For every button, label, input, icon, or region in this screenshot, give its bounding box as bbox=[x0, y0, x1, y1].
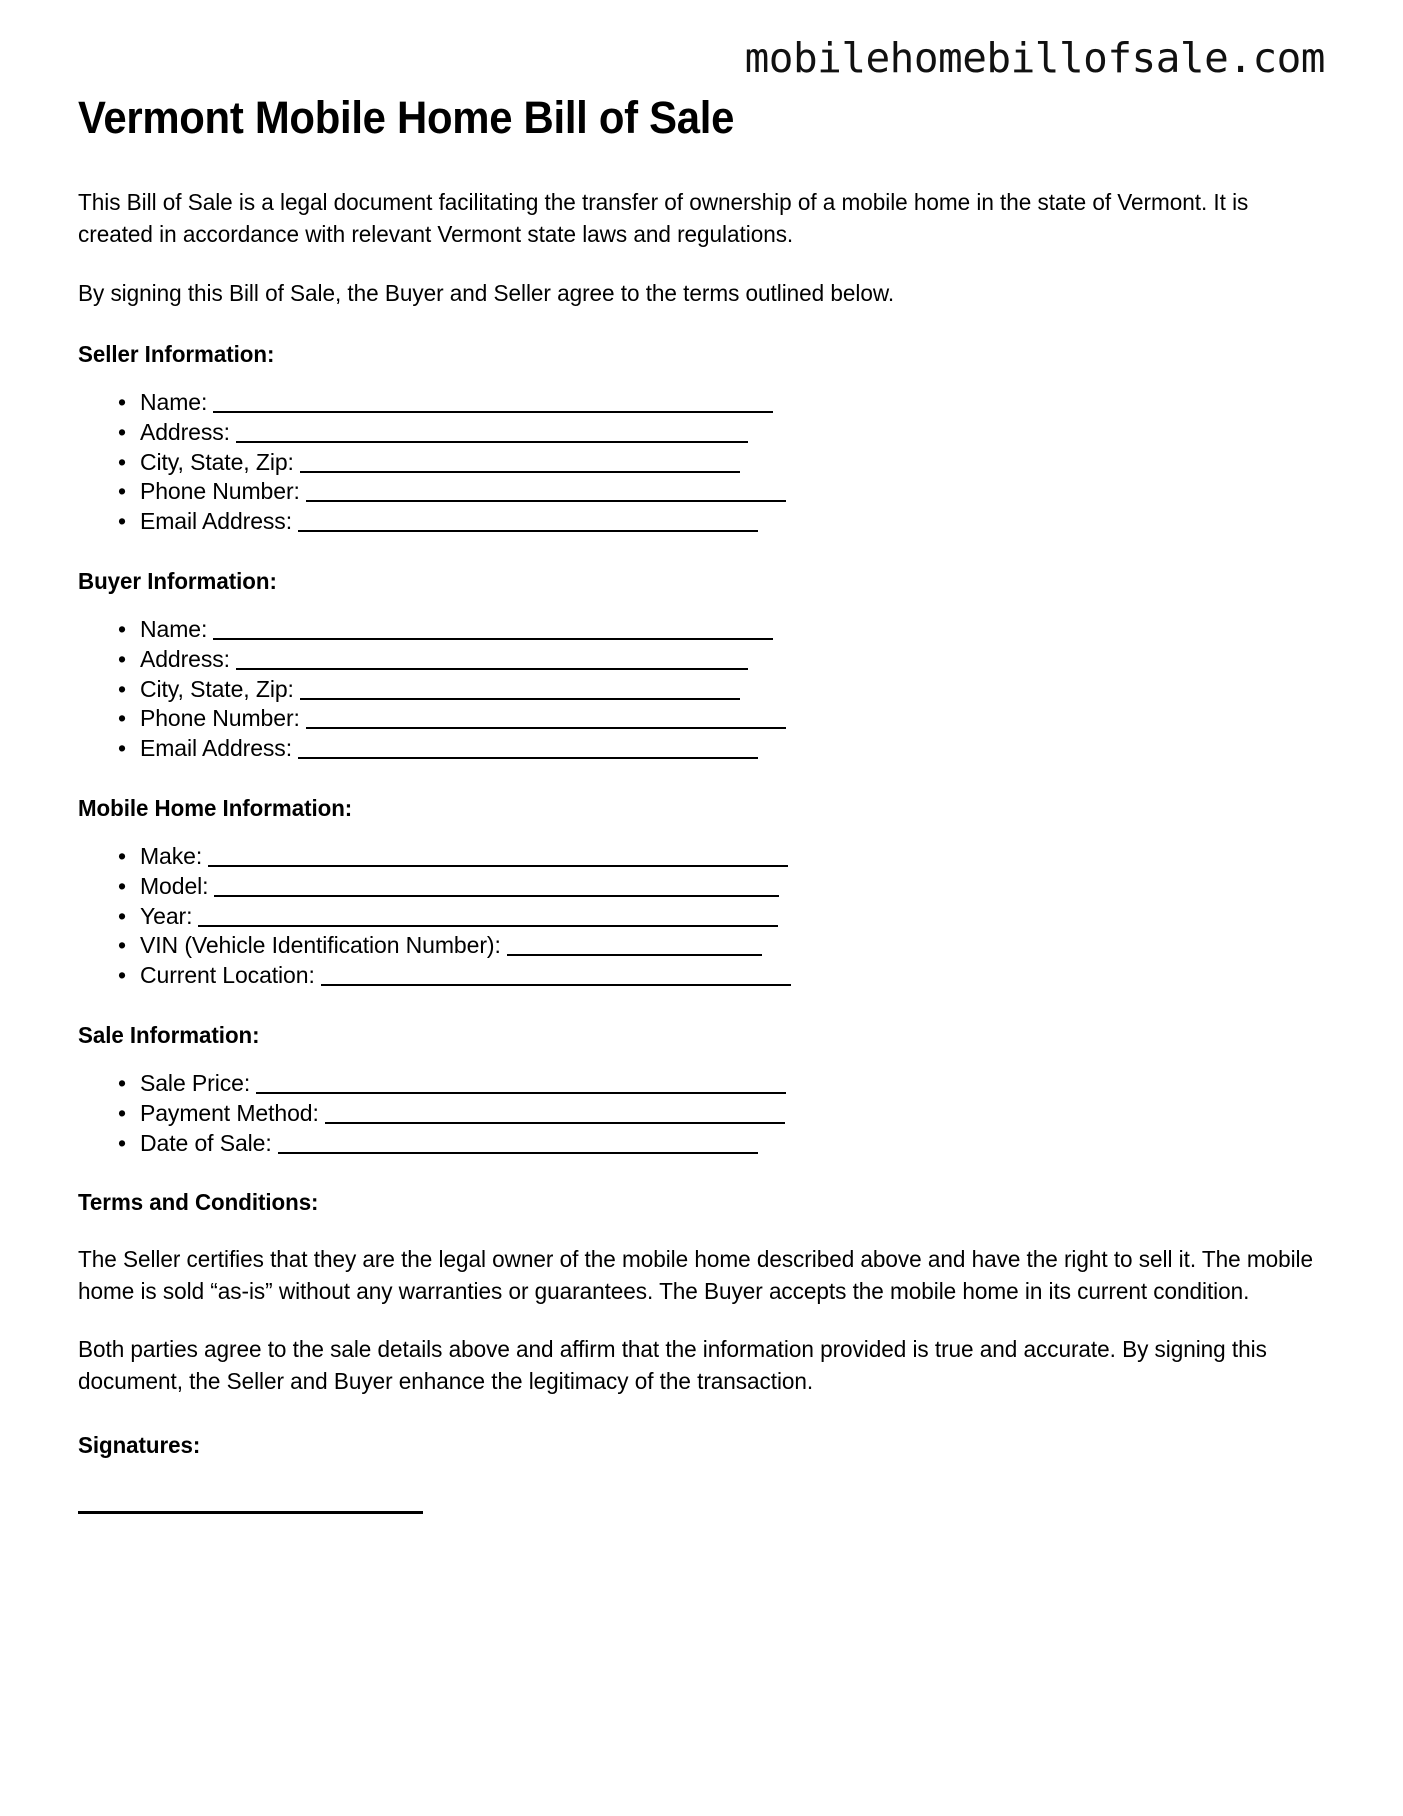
bullet-icon: • bbox=[118, 1069, 126, 1096]
bullet-icon: • bbox=[118, 448, 126, 475]
form-field-row bbox=[118, 645, 1325, 675]
field-label: Year: bbox=[140, 902, 193, 929]
form-field-row bbox=[118, 675, 1325, 705]
field-fill-line[interactable] bbox=[213, 392, 773, 413]
field-label: VIN (Vehicle Identification Number): bbox=[140, 932, 501, 959]
field-fill-line[interactable] bbox=[208, 846, 788, 867]
field-fill-line[interactable] bbox=[236, 422, 748, 443]
field-fill-line[interactable] bbox=[198, 906, 778, 927]
field-fill-line[interactable] bbox=[325, 1103, 785, 1124]
bullet-icon: • bbox=[118, 872, 126, 899]
site-domain-watermark: mobilehomebillofsale.com bbox=[744, 34, 1325, 82]
mobile-home-field-list bbox=[78, 842, 1325, 991]
field-label: Date of Sale: bbox=[140, 1129, 272, 1156]
intro-paragraph-2: By signing this Bill of Sale, the Buyer and Seller agree to the terms outlined below. bbox=[78, 280, 895, 307]
field-label: Name: bbox=[140, 615, 208, 642]
page-title: Vermont Mobile Home Bill of Sale bbox=[78, 92, 735, 143]
field-fill-line[interactable] bbox=[306, 708, 786, 729]
form-field-row bbox=[118, 448, 1325, 478]
form-field-row bbox=[118, 961, 1325, 991]
field-label: Address: bbox=[140, 645, 230, 672]
field-fill-line[interactable] bbox=[278, 1133, 758, 1154]
field-fill-line[interactable] bbox=[213, 619, 773, 640]
field-label: Address: bbox=[140, 418, 230, 445]
bullet-icon: • bbox=[118, 842, 126, 869]
field-fill-line[interactable] bbox=[214, 876, 779, 897]
field-label: Current Location: bbox=[140, 962, 315, 989]
bullet-icon: • bbox=[118, 388, 126, 415]
field-fill-line[interactable] bbox=[321, 965, 791, 986]
section-heading-sale: Sale Information: bbox=[78, 1022, 260, 1049]
form-field-row bbox=[118, 615, 1325, 645]
field-fill-line[interactable] bbox=[300, 679, 740, 700]
bullet-icon: • bbox=[118, 705, 126, 732]
form-field-row bbox=[118, 1069, 1325, 1099]
field-label: Name: bbox=[140, 388, 208, 415]
section-heading-buyer: Buyer Information: bbox=[78, 568, 277, 595]
field-label: Sale Price: bbox=[140, 1069, 251, 1096]
field-fill-line[interactable] bbox=[236, 649, 748, 670]
buyer-field-list bbox=[78, 615, 1325, 764]
seller-field-list bbox=[78, 388, 1325, 537]
terms-paragraph-2: Both parties agree to the sale details above and affirm that the information provided is true and accurate. By signing this document, the Seller and Buyer enhance the legitimacy of the transaction. bbox=[78, 1335, 1267, 1394]
form-field-row bbox=[118, 418, 1325, 448]
field-label: City, State, Zip: bbox=[140, 675, 294, 702]
form-field-row bbox=[118, 902, 1325, 932]
bullet-icon: • bbox=[118, 508, 126, 535]
field-label: Payment Method: bbox=[140, 1099, 319, 1126]
field-fill-line[interactable] bbox=[298, 511, 758, 532]
field-label: Make: bbox=[140, 842, 203, 869]
field-fill-line[interactable] bbox=[300, 452, 740, 473]
sale-field-list bbox=[78, 1069, 1325, 1159]
bullet-icon: • bbox=[118, 902, 126, 929]
bullet-icon: • bbox=[118, 478, 126, 505]
form-field-row bbox=[118, 704, 1325, 734]
form-field-row bbox=[118, 388, 1325, 418]
bullet-icon: • bbox=[118, 675, 126, 702]
bullet-icon: • bbox=[118, 962, 126, 989]
field-label: Phone Number: bbox=[140, 705, 300, 732]
bullet-icon: • bbox=[118, 418, 126, 445]
terms-paragraph-1: The Seller certifies that they are the legal owner of the mobile home described above and have the right to sell it. The mobile home is sold “as-is” without any warranties or guarantees. The Buyer accepts the mobile home in its current condition. bbox=[78, 1246, 1313, 1304]
signature-line-seller[interactable] bbox=[78, 1511, 423, 1514]
bullet-icon: • bbox=[118, 1099, 126, 1126]
form-field-row bbox=[118, 507, 1325, 537]
form-field-row bbox=[118, 1129, 1325, 1159]
section-heading-signatures: Signatures: bbox=[78, 1431, 201, 1458]
intro-paragraph-1: This Bill of Sale is a legal document facilitating the transfer of ownership of a mobile home in the state of Vermont. It is created in accordance with relevant Vermont state laws and regulations. bbox=[78, 189, 1249, 248]
field-label: Phone Number: bbox=[140, 478, 300, 505]
section-heading-mobile-home: Mobile Home Information: bbox=[78, 795, 353, 822]
bullet-icon: • bbox=[118, 615, 126, 642]
form-field-row bbox=[118, 1099, 1325, 1129]
bullet-icon: • bbox=[118, 1129, 126, 1156]
form-field-row bbox=[118, 734, 1325, 764]
field-label: City, State, Zip: bbox=[140, 448, 294, 475]
bullet-icon: • bbox=[118, 645, 126, 672]
form-field-row bbox=[118, 931, 1325, 961]
field-fill-line[interactable] bbox=[256, 1073, 786, 1094]
form-field-row bbox=[118, 842, 1325, 872]
field-label: Model: bbox=[140, 872, 209, 899]
field-label: Email Address: bbox=[140, 508, 292, 535]
field-label: Email Address: bbox=[140, 735, 292, 762]
bullet-icon: • bbox=[118, 932, 126, 959]
field-fill-line[interactable] bbox=[507, 935, 762, 956]
bullet-icon: • bbox=[118, 735, 126, 762]
section-heading-seller: Seller Information: bbox=[78, 341, 275, 368]
field-fill-line[interactable] bbox=[306, 481, 786, 502]
form-field-row bbox=[118, 477, 1325, 507]
form-field-row bbox=[118, 872, 1325, 902]
section-heading-terms: Terms and Conditions: bbox=[78, 1189, 319, 1216]
field-fill-line[interactable] bbox=[298, 738, 758, 759]
